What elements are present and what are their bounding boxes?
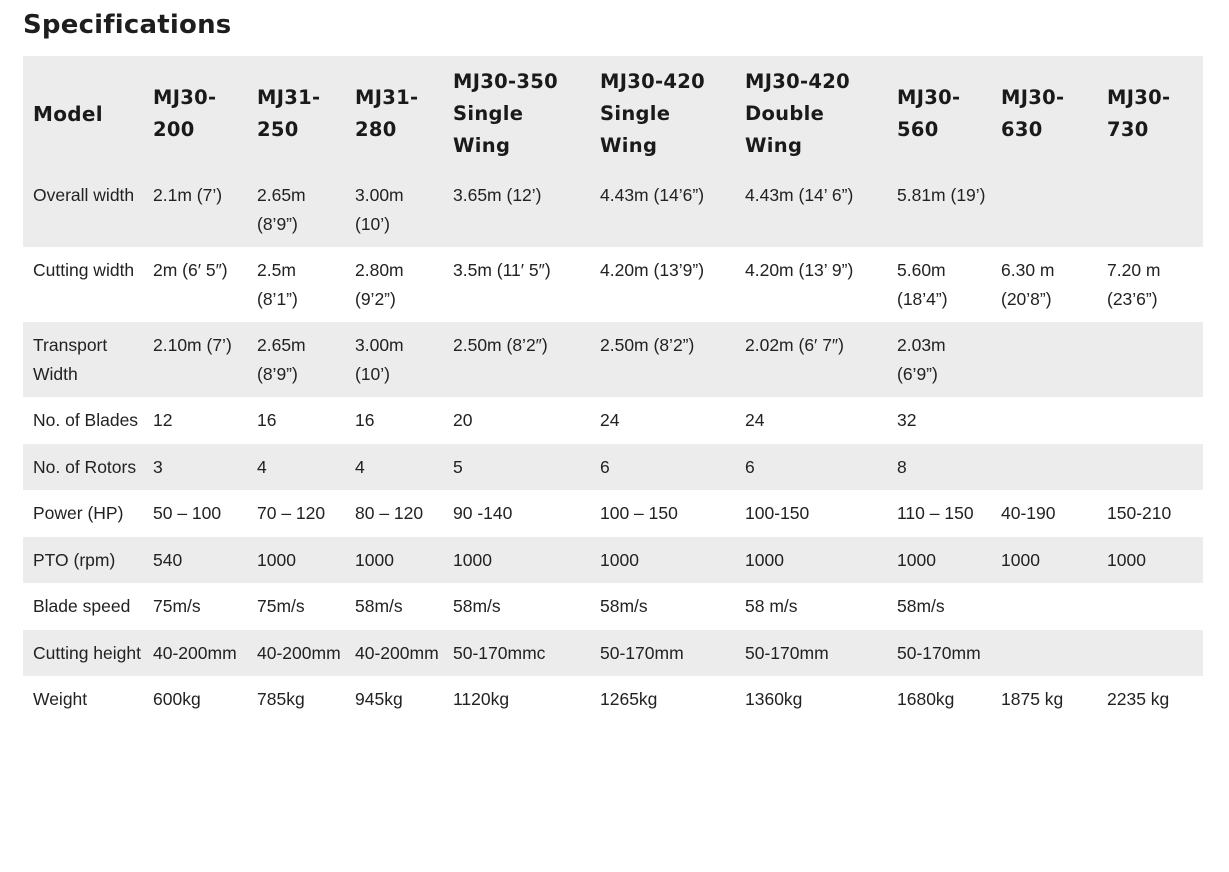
table-cell: 2.10m (7’) bbox=[153, 335, 232, 355]
table-cell: 600kg bbox=[153, 689, 201, 709]
table-cell: 40-200mm bbox=[257, 642, 341, 663]
row-label: Blade speed bbox=[33, 596, 131, 616]
table-cell: 16 bbox=[257, 410, 277, 430]
model-header: MJ30-420 Single Wing bbox=[600, 70, 705, 157]
table-cell: 12 bbox=[153, 410, 173, 430]
table-cell: 4 bbox=[257, 456, 267, 477]
table-cell: 50-170mm bbox=[897, 642, 981, 663]
table-row bbox=[23, 583, 1203, 630]
table-cell: 1000 bbox=[745, 549, 784, 570]
table-cell: 110 – 150 bbox=[897, 503, 974, 523]
table-cell: 50-170mm bbox=[600, 642, 684, 663]
model-header: MJ30-730 bbox=[1107, 86, 1171, 141]
table-cell: 2.02m (6′ 7″) bbox=[745, 335, 844, 355]
table-cell: 4.43m (14’ 6”) bbox=[745, 185, 854, 205]
table-cell: 785kg bbox=[257, 689, 305, 709]
table-cell: 3 bbox=[153, 456, 163, 477]
table-row bbox=[23, 676, 1203, 723]
table-cell bbox=[991, 583, 1097, 630]
table-cell bbox=[991, 630, 1097, 677]
table-cell bbox=[991, 444, 1097, 491]
model-header: MJ30-560 bbox=[897, 86, 961, 141]
row-label: No. of Rotors bbox=[33, 456, 137, 477]
table-cell: 1000 bbox=[1001, 549, 1040, 570]
table-cell: 1680kg bbox=[897, 689, 955, 709]
table-row bbox=[23, 490, 1203, 537]
table-cell bbox=[1097, 630, 1203, 677]
table-cell: 40-200mm bbox=[355, 642, 439, 663]
model-header: MJ30-200 bbox=[153, 86, 217, 141]
table-row bbox=[23, 322, 1203, 397]
table-cell: 2.03m (6’9”) bbox=[897, 335, 946, 384]
table-cell: 6 bbox=[745, 456, 755, 477]
table-row bbox=[23, 537, 1203, 584]
model-column-header: Model bbox=[33, 102, 103, 126]
table-row bbox=[23, 630, 1203, 677]
table-cell: 58m/s bbox=[453, 596, 501, 616]
table-cell: 540 bbox=[153, 549, 183, 570]
table-header-row bbox=[23, 56, 1203, 172]
table-cell: 1000 bbox=[257, 549, 296, 570]
table-cell: 50-170mmc bbox=[453, 642, 546, 663]
table-cell bbox=[1097, 172, 1203, 247]
table-cell: 100 – 150 bbox=[600, 503, 678, 523]
table-cell bbox=[991, 397, 1097, 444]
table-cell: 150-210 bbox=[1107, 503, 1172, 523]
table-cell: 4 bbox=[355, 456, 365, 477]
table-cell: 1360kg bbox=[745, 689, 803, 709]
table-cell: 50-170mm bbox=[745, 642, 829, 663]
table-cell: 3.00m (10’) bbox=[355, 185, 404, 234]
table-cell: 58m/s bbox=[897, 596, 945, 616]
table-cell bbox=[991, 172, 1097, 247]
table-cell: 2.80m (9’2”) bbox=[355, 260, 404, 309]
table-cell: 4.20m (13’9”) bbox=[600, 260, 705, 280]
table-cell: 1000 bbox=[453, 549, 492, 570]
table-cell: 7.20 m (23’6”) bbox=[1107, 260, 1161, 309]
model-header: MJ30-350 Single Wing bbox=[453, 70, 558, 157]
table-cell: 4.43m (14’6”) bbox=[600, 185, 705, 205]
table-cell: 1000 bbox=[1107, 549, 1146, 570]
model-header: MJ31-250 bbox=[257, 86, 321, 141]
table-cell: 2m (6′ 5″) bbox=[153, 260, 228, 280]
table-cell: 40-190 bbox=[1001, 503, 1056, 523]
table-cell: 40-200mm bbox=[153, 642, 237, 663]
table-cell: 3.65m (12’) bbox=[453, 185, 542, 205]
table-cell bbox=[991, 322, 1097, 397]
table-row bbox=[23, 397, 1203, 444]
row-label: Weight bbox=[33, 689, 88, 709]
table-cell: 2.1m (7’) bbox=[153, 185, 223, 205]
table-row bbox=[23, 444, 1203, 491]
table-cell: 2235 kg bbox=[1107, 689, 1170, 709]
table-cell: 945kg bbox=[355, 689, 403, 709]
table-cell: 16 bbox=[355, 410, 375, 430]
table-cell: 2.50m (8’2”) bbox=[600, 335, 695, 355]
table-cell: 2.50m (8’2″) bbox=[453, 335, 548, 355]
table-cell: 1265kg bbox=[600, 689, 658, 709]
table-cell: 5.81m (19’) bbox=[897, 185, 986, 205]
page-title: Specifications bbox=[23, 10, 232, 40]
specifications-table bbox=[23, 56, 1203, 723]
table-cell: 5 bbox=[453, 456, 463, 477]
table-cell: 20 bbox=[453, 410, 473, 430]
table-cell: 100-150 bbox=[745, 503, 810, 523]
table-cell bbox=[1097, 444, 1203, 491]
table-cell: 3.5m (11′ 5″) bbox=[453, 260, 551, 280]
table-cell: 50 – 100 bbox=[153, 503, 222, 523]
row-label: Cutting height bbox=[33, 642, 141, 663]
table-cell: 1000 bbox=[897, 549, 936, 570]
table-cell: 2.5m (8’1”) bbox=[257, 260, 298, 309]
table-row bbox=[23, 172, 1203, 247]
model-header: MJ30-420 Double Wing bbox=[745, 70, 850, 157]
table-cell bbox=[1097, 322, 1203, 397]
table-cell: 90 -140 bbox=[453, 503, 513, 523]
table-cell: 1000 bbox=[355, 549, 394, 570]
table-cell: 1120kg bbox=[453, 689, 510, 709]
table-cell: 2.65m (8’9”) bbox=[257, 185, 306, 234]
table-cell: 3.00m (10’) bbox=[355, 335, 404, 384]
table-cell: 80 – 120 bbox=[355, 503, 424, 523]
row-label: Power (HP) bbox=[33, 503, 124, 523]
table-cell: 58 m/s bbox=[745, 596, 798, 616]
table-cell: 75m/s bbox=[257, 596, 305, 616]
table-cell: 5.60m (18’4”) bbox=[897, 260, 948, 309]
table-cell: 4.20m (13’ 9”) bbox=[745, 260, 854, 280]
table-cell: 70 – 120 bbox=[257, 503, 326, 523]
row-label: PTO (rpm) bbox=[33, 549, 116, 570]
table-cell bbox=[1097, 397, 1203, 444]
table-cell: 8 bbox=[897, 456, 907, 477]
row-label: Cutting width bbox=[33, 260, 135, 280]
table-cell: 75m/s bbox=[153, 596, 201, 616]
table-cell bbox=[1097, 583, 1203, 630]
table-cell: 58m/s bbox=[355, 596, 403, 616]
row-label: Overall width bbox=[33, 185, 135, 205]
table-cell: 58m/s bbox=[600, 596, 648, 616]
model-header: MJ31-280 bbox=[355, 86, 419, 141]
table-row bbox=[23, 247, 1203, 322]
table-cell: 6.30 m (20’8”) bbox=[1001, 260, 1055, 309]
table-cell: 24 bbox=[745, 410, 765, 430]
table-cell: 6 bbox=[600, 456, 610, 477]
table-cell: 24 bbox=[600, 410, 620, 430]
row-label: Transport Width bbox=[33, 335, 108, 384]
table-cell: 1000 bbox=[600, 549, 639, 570]
model-header: MJ30-630 bbox=[1001, 86, 1065, 141]
table-cell: 1875 kg bbox=[1001, 689, 1064, 709]
row-label: No. of Blades bbox=[33, 410, 139, 430]
table-cell: 32 bbox=[897, 410, 917, 430]
table-cell: 2.65m (8’9”) bbox=[257, 335, 306, 384]
